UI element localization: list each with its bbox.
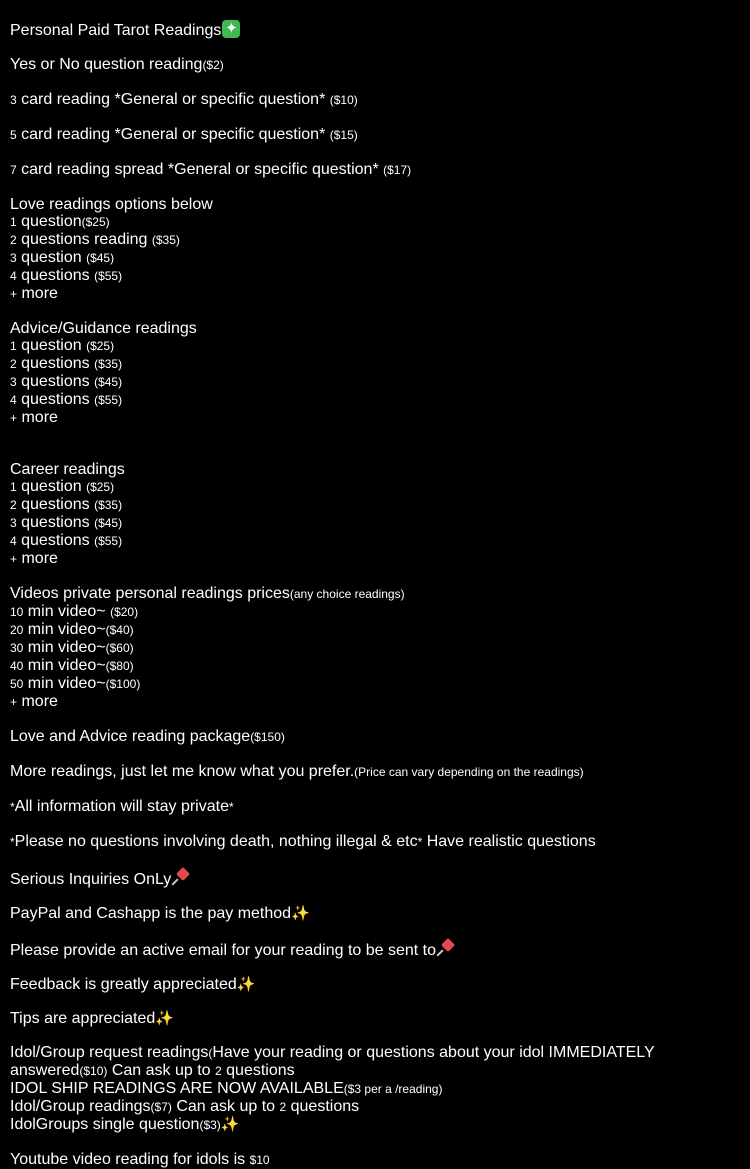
list-item: 2 questions ($35)	[10, 355, 123, 372]
list-item: 30 min video~($60)	[10, 639, 134, 656]
sparkles-icon: ✨	[155, 1010, 174, 1027]
idol-single-line: IdolGroups single question($3)✨	[10, 1116, 240, 1133]
tips-note: Tips are appreciated✨	[10, 1010, 174, 1027]
videos-heading: Videos private personal readings prices(any choice readings)	[10, 585, 405, 602]
list-item: 3 questions ($45)	[10, 373, 123, 390]
seven-card-reading: 7 card reading spread *General or specific question* ($17)	[10, 161, 412, 178]
pushpin-icon	[436, 939, 454, 957]
youtube-line: Youtube video reading for idols is $10	[10, 1151, 270, 1168]
email-note: Please provide an active email for your reading to be sent to	[10, 939, 740, 959]
list-item: 3 questions ($45)	[10, 514, 123, 531]
list-item: 10 min video~ ($20)	[10, 603, 139, 620]
list-item: 50 min video~($100)	[10, 675, 141, 692]
advice-heading: Advice/Guidance readings	[10, 320, 197, 337]
love-heading: Love readings options below	[10, 196, 213, 213]
page-title: Personal Paid Tarot Readings✦	[10, 20, 740, 39]
career-more: + more	[10, 550, 58, 567]
sparkles-icon: ✨	[220, 1116, 240, 1133]
list-item: 2 questions ($35)	[10, 496, 123, 513]
list-item: 20 min video~($40)	[10, 621, 134, 638]
list-item: 4 questions ($55)	[10, 532, 123, 549]
pushpin-icon	[171, 868, 189, 886]
yesno-reading: Yes or No question reading($2)	[10, 56, 224, 73]
sparkles-icon: ✨	[291, 905, 310, 922]
videos-more: + more	[10, 693, 58, 710]
package-line: Love and Advice reading package($150)	[10, 728, 285, 745]
list-item: 1 question ($25)	[10, 337, 115, 354]
career-heading: Career readings	[10, 461, 125, 478]
serious-note: Serious Inquiries OnLy	[10, 868, 740, 888]
sparkle-box-icon	[222, 20, 240, 38]
love-more: + more	[10, 285, 58, 302]
sparkles-icon: ✨	[236, 976, 256, 993]
idol-group-line: Idol/Group readings($7) Can ask up to 2 questions	[10, 1098, 360, 1115]
three-card-reading: 3 card reading *General or specific question* ($10)	[10, 91, 358, 108]
list-item: 1 question ($25)	[10, 478, 115, 495]
more-readings-note: More readings, just let me know what you prefer.(Price can vary depending on the readings)	[10, 763, 584, 780]
list-item: 4 questions ($55)	[10, 267, 123, 284]
list-item: 2 questions reading ($35)	[10, 231, 180, 248]
rules-note: *Please no questions involving death, nothing illegal & etc* Have realistic questions	[10, 833, 596, 850]
idol-ship-line: IDOL SHIP READINGS ARE NOW AVAILABLE($3 per a /reading)	[10, 1080, 443, 1097]
five-card-reading: 5 card reading *General or specific question* ($15)	[10, 126, 358, 143]
list-item: 3 question ($45)	[10, 249, 115, 266]
list-item: 40 min video~($80)	[10, 657, 134, 674]
advice-more: + more	[10, 409, 58, 426]
list-item: 1 question($25)	[10, 213, 110, 230]
idol-request-line: Idol/Group request readings(Have your reading or questions about your idol IMMEDIATELY answered($10) Can ask up to 2 questions	[10, 1044, 655, 1079]
list-item: 4 questions ($55)	[10, 391, 123, 408]
payment-note: PayPal and Cashapp is the pay method✨	[10, 905, 310, 922]
privacy-note: *All information will stay private*	[10, 798, 234, 815]
feedback-note: Feedback is greatly appreciated✨	[10, 976, 256, 993]
